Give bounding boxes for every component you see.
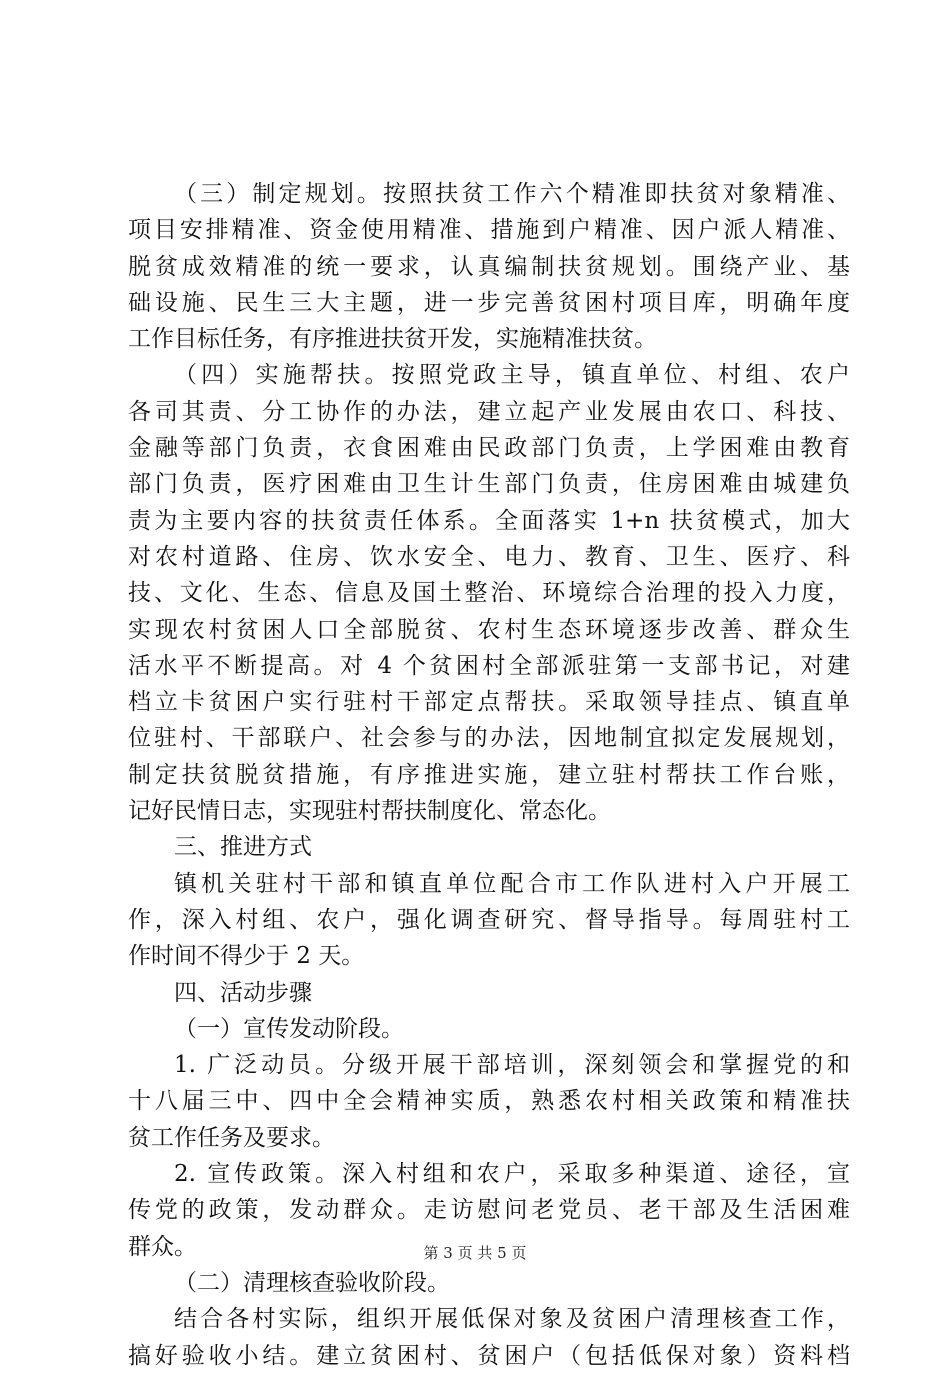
text-line: 础设施、民生三大主题，进一步完善贫困村项目库，明确年度 xyxy=(128,289,850,316)
text-line: 项目安排精准、资金使用精准、措施到户精准、因户派人精准、 xyxy=(128,217,850,244)
text-line: 作时间不得少于 2 天。 xyxy=(128,943,365,970)
text-line: 群众。 xyxy=(128,1233,197,1260)
text-line: 责为主要内容的扶贫责任体系。全面落实 1+n 扶贫模式，加大 xyxy=(128,507,850,534)
text-line: 结合各村实际，组织开展低保对象及贫困户清理核查工作， xyxy=(174,1306,850,1333)
text-line: 三、推进方式 xyxy=(174,834,312,861)
text-line: 贫工作任务及要求。 xyxy=(128,1124,335,1151)
text-line: 1. 广泛动员。分级开展干部培训，深刻领会和掌握党的和 xyxy=(174,1052,850,1079)
text-line: 镇机关驻村干部和镇直单位配合市工作队进村入户开展工 xyxy=(174,870,850,897)
text-line: 制定扶贫脱贫措施，有序推进实施，建立驻村帮扶工作台账， xyxy=(128,761,850,788)
text-line: 2. 宣传政策。深入村组和农户，采取多种渠道、途径，宣 xyxy=(174,1161,850,1188)
text-line: 对农村道路、住房、饮水安全、电力、教育、卫生、医疗、科 xyxy=(128,543,850,570)
text-line: 位驻村、干部联户、社会参与的办法，因地制宜拟定发展规划， xyxy=(128,725,850,752)
text-line: 活水平不断提高。对 4 个贫困村全部派驻第一支部书记，对建 xyxy=(128,652,850,679)
text-line: （四）实施帮扶。按照党政主导，镇直单位、村组、农户 xyxy=(174,362,850,389)
text-line: 搞好验收小结。建立贫困村、贫困户（包括低保对象）资料档 xyxy=(128,1342,850,1369)
text-line: （三）制定规划。按照扶贫工作六个精准即扶贫对象精准、 xyxy=(174,181,850,207)
page-footer: 第 3 页 共 5 页 xyxy=(423,1244,527,1262)
text-line: （二）清理核查验收阶段。 xyxy=(174,1269,450,1296)
text-line: 工作目标任务，有序推进扶贫开发，实施精准扶贫。 xyxy=(128,326,657,353)
text-line: 四、活动步骤 xyxy=(174,979,312,1006)
text-line: 十八届三中、四中全会精神实质，熟悉农村相关政策和精准扶 xyxy=(128,1088,850,1115)
text-line: 金融等部门负责，衣食困难由民政部门负责，上学困难由教育 xyxy=(128,435,850,462)
text-line: 技、文化、生态、信息及国土整治、环境综合治理的投入力度， xyxy=(128,580,850,607)
document-body xyxy=(128,176,850,1374)
text-line: 实现农村贫困人口全部脱贫、农村生态环境逐步改善、群众生 xyxy=(128,616,850,643)
text-line: （一）宣传发动阶段。 xyxy=(174,1015,404,1042)
text-line: 部门负责，医疗困难由卫生计生部门负责，住房困难由城建负 xyxy=(128,471,850,498)
text-line: 档立卡贫困户实行驻村干部定点帮扶。采取领导挂点、镇直单 xyxy=(128,689,850,716)
text-line: 各司其责、分工协作的办法，建立起产业发展由农口、科技、 xyxy=(128,398,850,425)
text-line: 传党的政策，发动群众。走访慰问老党员、老干部及生活困难 xyxy=(128,1197,850,1224)
text-line: 作，深入村组、农户，强化调查研究、督导指导。每周驻村工 xyxy=(128,906,850,933)
text-line: 记好民情日志，实现驻村帮扶制度化、常态化。 xyxy=(128,798,611,825)
text-line: 脱贫成效精准的统一要求，认真编制扶贫规划。围绕产业、基 xyxy=(128,253,850,280)
